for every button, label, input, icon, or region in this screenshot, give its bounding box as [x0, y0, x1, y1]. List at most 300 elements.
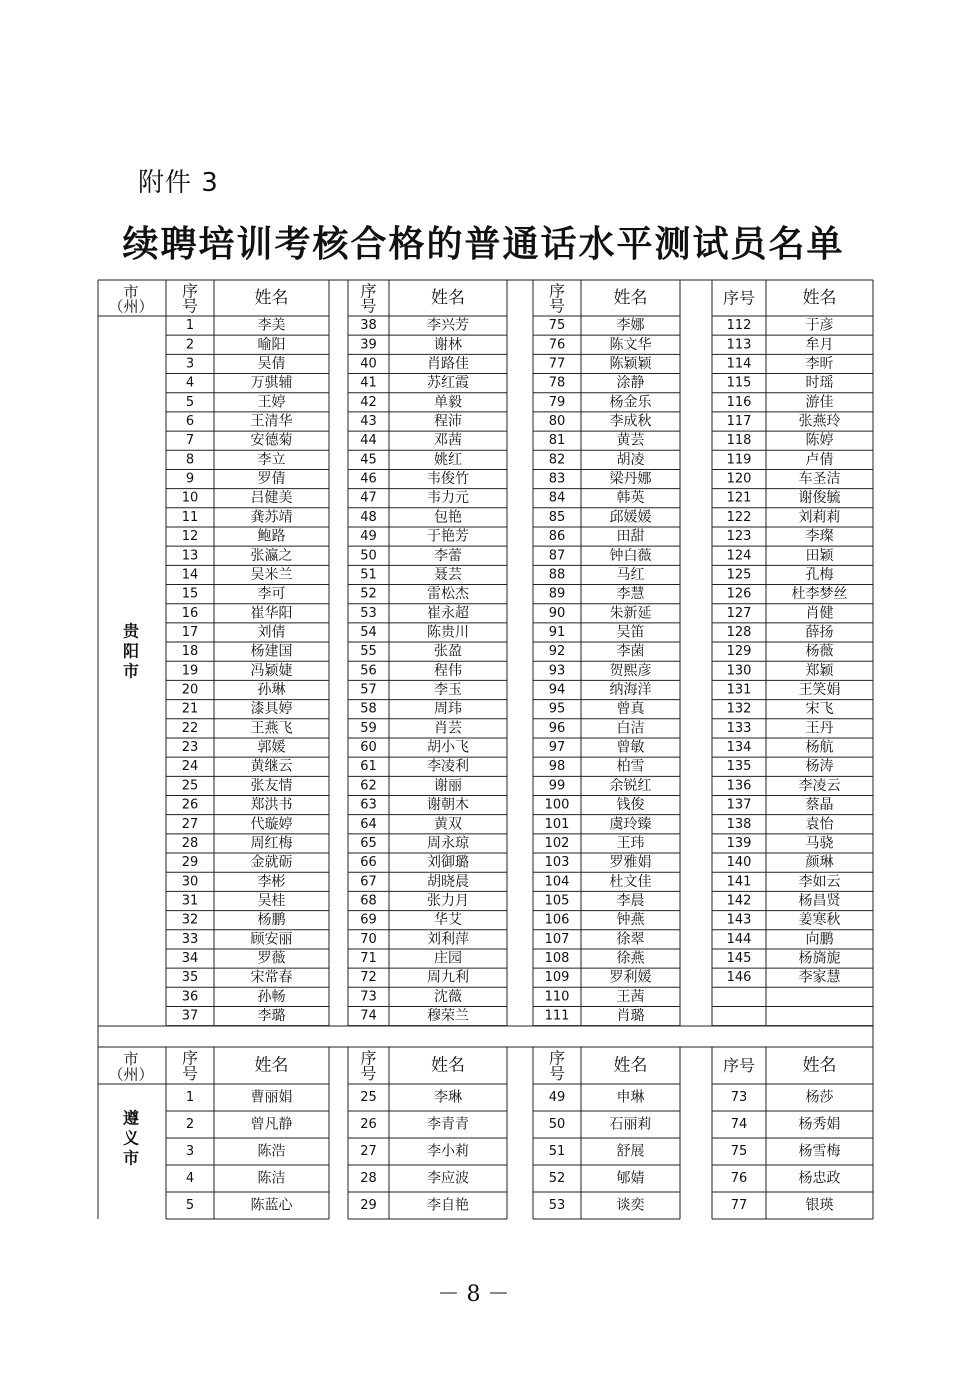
name-cell: 程伟 — [434, 662, 462, 679]
name-cell: 陈洁 — [257, 1170, 286, 1187]
seq-cell: 47 — [360, 490, 377, 506]
name-cell: 代璇婷 — [250, 816, 293, 833]
name-cell: 李彬 — [257, 873, 286, 890]
seq-cell: 29 — [360, 1198, 377, 1213]
name-cell: 王清华 — [250, 413, 293, 430]
seq-cell: 131 — [726, 682, 752, 698]
name-cell: 王婷 — [257, 394, 286, 411]
name-cell: 李应波 — [427, 1170, 469, 1187]
name-cell: 胡小飞 — [427, 739, 469, 756]
name-cell: 周永琼 — [427, 835, 469, 852]
seq-cell: 10 — [181, 490, 199, 506]
seq-cell: 102 — [544, 835, 570, 851]
name-cell: 郑颖 — [805, 662, 834, 679]
city-header-label: 市 — [123, 1050, 139, 1069]
name-cell: 杨秀娟 — [798, 1116, 841, 1133]
seq-cell: 86 — [548, 529, 566, 545]
seq-cell: 15 — [181, 586, 199, 602]
seq-cell: 22 — [181, 720, 199, 736]
name-cell: 郇婧 — [616, 1170, 645, 1187]
name-cell: 苏红霞 — [427, 375, 469, 392]
seq-header-label: 序 — [360, 281, 377, 301]
seq-cell: 136 — [726, 778, 752, 794]
name-cell: 谢林 — [434, 336, 462, 353]
name-cell: 田甜 — [616, 528, 645, 545]
seq-cell: 146 — [726, 970, 752, 986]
name-cell: 陈浩 — [257, 1143, 286, 1160]
city-header-label: （州） — [108, 1065, 154, 1084]
name-cell: 卢倩 — [805, 451, 834, 468]
seq-cell: 137 — [726, 797, 752, 813]
seq-cell: 91 — [548, 624, 566, 640]
name-cell: 舒展 — [616, 1143, 645, 1160]
name-cell: 黄双 — [434, 816, 462, 833]
city-name: 义 — [122, 1128, 140, 1148]
name-cell: 周九利 — [427, 969, 469, 986]
seq-cell: 64 — [360, 816, 377, 832]
name-cell: 钟白薇 — [609, 547, 652, 564]
seq-cell: 32 — [181, 912, 199, 928]
seq-cell: 34 — [181, 951, 199, 967]
seq-cell: 2 — [185, 337, 195, 353]
seq-cell: 38 — [360, 318, 377, 334]
seq-cell: 98 — [548, 759, 566, 775]
name-cell: 向鹏 — [805, 931, 834, 948]
seq-cell: 143 — [726, 912, 752, 928]
name-cell: 杜文佳 — [609, 873, 652, 890]
seq-cell: 93 — [548, 663, 566, 679]
seq-cell: 76 — [548, 337, 566, 353]
seq-cell: 141 — [726, 874, 752, 890]
name-cell: 曹丽娟 — [250, 1089, 293, 1106]
seq-cell: 123 — [726, 529, 752, 545]
name-cell: 朱新延 — [609, 605, 652, 622]
name-cell: 罗雅娟 — [609, 854, 652, 871]
seq-cell: 104 — [544, 874, 570, 890]
name-cell: 王丹 — [805, 720, 834, 737]
seq-cell: 99 — [548, 778, 566, 794]
name-cell: 胡凌 — [616, 451, 645, 468]
seq-cell: 62 — [360, 778, 377, 794]
name-cell: 吕健美 — [250, 490, 293, 507]
name-cell: 李凌云 — [798, 777, 841, 794]
seq-cell: 24 — [181, 759, 199, 775]
name-cell: 李立 — [257, 451, 286, 468]
seq-cell: 61 — [360, 759, 377, 775]
seq-cell: 23 — [181, 740, 199, 756]
seq-cell: 52 — [360, 586, 377, 602]
city-header-label: （州） — [108, 297, 154, 316]
document-title: 续聘培训考核合格的普通话水平测试员名单 — [122, 223, 845, 265]
name-cell: 刘御璐 — [427, 854, 469, 871]
name-cell: 李成秋 — [609, 413, 652, 430]
attachment-label: 附件 3 — [138, 168, 219, 198]
name-cell: 蔡晶 — [805, 797, 834, 814]
name-cell: 漆具婷 — [250, 701, 293, 718]
seq-cell: 65 — [360, 835, 377, 851]
name-cell: 王笑娟 — [798, 682, 841, 699]
seq-cell: 3 — [185, 1144, 195, 1159]
seq-cell: 39 — [360, 337, 377, 353]
name-cell: 余锐红 — [609, 777, 652, 794]
seq-cell: 56 — [360, 663, 377, 679]
seq-cell: 50 — [360, 548, 377, 564]
seq-cell: 1 — [185, 1090, 195, 1105]
name-cell: 杨雪梅 — [798, 1143, 841, 1160]
seq-header-label: 序 — [181, 281, 199, 301]
seq-cell: 105 — [544, 893, 570, 909]
seq-cell: 55 — [360, 644, 377, 660]
seq-cell: 9 — [185, 471, 195, 487]
seq-cell: 48 — [360, 509, 377, 525]
name-cell: 李晨 — [616, 892, 645, 909]
seq-cell: 83 — [548, 471, 566, 487]
name-cell: 石丽莉 — [609, 1116, 652, 1133]
name-cell: 李美 — [257, 317, 286, 334]
seq-cell: 52 — [548, 1171, 566, 1186]
name-cell: 华艾 — [434, 912, 462, 929]
name-cell: 罗利媛 — [609, 969, 652, 986]
seq-cell: 110 — [544, 989, 570, 1005]
seq-cell: 74 — [730, 1117, 748, 1132]
name-cell: 宋常春 — [250, 969, 293, 986]
seq-cell: 53 — [360, 605, 377, 621]
seq-cell: 80 — [548, 413, 566, 429]
seq-header-label: 号 — [548, 1064, 566, 1084]
name-cell: 刘倩 — [257, 624, 286, 641]
seq-cell: 142 — [726, 893, 752, 909]
name-cell: 韦力元 — [427, 490, 469, 507]
seq-cell: 49 — [360, 529, 377, 545]
seq-cell: 26 — [360, 1117, 377, 1132]
name-cell: 谈奕 — [616, 1197, 645, 1214]
name-cell: 单毅 — [434, 394, 462, 411]
name-header-label: 姓名 — [431, 288, 465, 308]
seq-cell: 124 — [726, 548, 752, 564]
name-cell: 白洁 — [616, 720, 645, 737]
name-cell: 曾真 — [616, 701, 645, 718]
name-cell: 孔梅 — [805, 566, 834, 583]
seq-cell: 3 — [185, 356, 195, 372]
name-header-label: 姓名 — [613, 288, 648, 308]
name-cell: 谢丽 — [434, 777, 462, 794]
name-cell: 肖健 — [805, 605, 834, 622]
seq-cell: 81 — [548, 433, 566, 449]
seq-cell: 33 — [181, 931, 199, 947]
seq-cell: 21 — [181, 701, 199, 717]
seq-cell: 50 — [548, 1117, 566, 1132]
seq-cell: 20 — [181, 682, 199, 698]
seq-header-label: 号 — [548, 296, 566, 316]
seq-header-label: 序 — [360, 1048, 377, 1068]
name-cell: 李自艳 — [427, 1197, 469, 1214]
seq-cell: 16 — [181, 605, 199, 621]
seq-cell: 79 — [548, 394, 566, 410]
seq-cell: 69 — [360, 912, 377, 928]
name-cell: 时瑶 — [805, 375, 834, 392]
name-cell: 李昕 — [805, 355, 834, 372]
name-cell: 田颖 — [805, 547, 834, 564]
seq-cell: 37 — [181, 1008, 199, 1024]
seq-cell: 109 — [544, 970, 570, 986]
name-cell: 龚苏靖 — [250, 509, 293, 526]
seq-cell: 45 — [360, 452, 377, 468]
name-cell: 张燕玲 — [798, 413, 841, 430]
seq-cell: 1 — [185, 318, 195, 334]
seq-cell: 63 — [360, 797, 377, 813]
seq-cell: 144 — [726, 931, 752, 947]
name-cell: 徐燕 — [616, 950, 645, 967]
name-cell: 李如云 — [798, 873, 841, 890]
seq-cell: 122 — [726, 509, 752, 525]
seq-cell: 113 — [726, 337, 752, 353]
name-cell: 纳海洋 — [609, 682, 652, 699]
seq-cell: 49 — [548, 1090, 566, 1105]
name-cell: 姚红 — [434, 451, 462, 468]
seq-cell: 139 — [726, 835, 752, 851]
city-name: 阳 — [122, 641, 140, 661]
name-cell: 杨金乐 — [609, 394, 652, 411]
name-cell: 钱俊 — [616, 797, 645, 814]
name-cell: 虞玲臻 — [609, 816, 652, 833]
name-cell: 雷松杰 — [427, 586, 469, 603]
name-header-label: 姓名 — [613, 1055, 648, 1076]
name-cell: 刘利萍 — [427, 931, 469, 948]
seq-cell: 133 — [726, 720, 752, 736]
seq-cell: 28 — [181, 835, 199, 851]
seq-cell: 72 — [360, 970, 377, 986]
name-cell: 庄园 — [434, 950, 462, 967]
name-cell: 杨鹏 — [257, 912, 286, 929]
name-cell: 车圣洁 — [798, 471, 841, 488]
seq-cell: 35 — [181, 970, 199, 986]
seq-cell: 74 — [360, 1008, 377, 1024]
name-cell: 吴倩 — [257, 355, 286, 372]
name-cell: 吴笛 — [616, 624, 645, 641]
name-cell: 马红 — [616, 566, 645, 583]
seq-cell: 138 — [726, 816, 752, 832]
seq-cell: 67 — [360, 874, 377, 890]
seq-header-label: 号 — [360, 296, 377, 316]
name-cell: 姜寒秋 — [798, 912, 841, 929]
name-cell: 张盈 — [434, 643, 462, 660]
seq-cell: 87 — [548, 548, 566, 564]
seq-cell: 44 — [360, 433, 377, 449]
name-cell: 涂静 — [616, 375, 645, 392]
name-cell: 李玉 — [434, 682, 462, 699]
name-cell: 银瑛 — [805, 1197, 834, 1214]
seq-cell: 88 — [548, 567, 566, 583]
seq-cell: 29 — [181, 855, 199, 871]
city-name: 市 — [122, 661, 140, 681]
seq-cell: 112 — [726, 318, 752, 334]
seq-cell: 27 — [181, 816, 199, 832]
seq-header-label: 序 — [548, 1048, 566, 1068]
name-cell: 申琳 — [616, 1089, 645, 1106]
name-cell: 周红梅 — [250, 835, 293, 852]
seq-cell: 54 — [360, 624, 377, 640]
name-cell: 罗倩 — [257, 471, 286, 488]
name-cell: 金就砺 — [250, 854, 293, 871]
name-cell: 杨薇 — [805, 643, 834, 660]
name-cell: 李琳 — [434, 1089, 462, 1106]
seq-cell: 7 — [185, 433, 195, 449]
name-cell: 郭媛 — [257, 739, 286, 756]
name-cell: 李可 — [257, 586, 286, 603]
seq-cell: 129 — [726, 644, 752, 660]
name-cell: 李娜 — [616, 317, 645, 334]
seq-cell: 18 — [181, 644, 199, 660]
name-cell: 吴米兰 — [250, 566, 293, 583]
seq-cell: 4 — [185, 1171, 195, 1186]
seq-cell: 14 — [181, 567, 199, 583]
name-cell: 罗薇 — [257, 950, 286, 967]
name-cell: 李家慧 — [798, 969, 841, 986]
name-cell: 马骁 — [805, 835, 834, 852]
seq-cell: 106 — [544, 912, 570, 928]
name-cell: 李兴芳 — [427, 317, 469, 334]
seq-cell: 73 — [730, 1090, 748, 1105]
seq-cell: 145 — [726, 951, 752, 967]
name-cell: 陈婷 — [805, 432, 834, 449]
seq-cell: 27 — [360, 1144, 377, 1159]
seq-cell: 60 — [360, 740, 377, 756]
seq-cell: 25 — [181, 778, 199, 794]
seq-cell: 57 — [360, 682, 377, 698]
seq-cell: 85 — [548, 509, 566, 525]
name-cell: 袁怡 — [805, 816, 834, 833]
seq-cell: 66 — [360, 855, 377, 871]
name-cell: 黄继云 — [250, 758, 293, 775]
seq-cell: 53 — [548, 1198, 566, 1213]
city-name: 遵 — [122, 1108, 140, 1128]
name-cell: 肖芸 — [434, 720, 462, 737]
seq-cell: 25 — [360, 1090, 377, 1105]
seq-cell: 40 — [360, 356, 377, 372]
name-cell: 崔华阳 — [250, 605, 293, 622]
name-header-label: 姓名 — [431, 1055, 465, 1076]
name-cell: 孙畅 — [257, 988, 286, 1005]
city-name: 贵 — [122, 621, 140, 641]
seq-cell: 11 — [181, 509, 199, 525]
name-cell: 吴桂 — [257, 892, 286, 909]
name-cell: 李菌 — [616, 643, 645, 660]
name-cell: 张力月 — [427, 892, 469, 909]
seq-cell: 77 — [548, 356, 566, 372]
name-cell: 穆荣兰 — [427, 1008, 469, 1025]
seq-cell: 125 — [726, 567, 752, 583]
seq-cell: 92 — [548, 644, 566, 660]
name-cell: 安德菊 — [250, 432, 293, 449]
name-cell: 李蕾 — [434, 547, 462, 564]
page-number: － 8 － — [437, 1282, 510, 1307]
seq-cell: 51 — [548, 1144, 566, 1159]
name-cell: 陈颖颖 — [609, 355, 652, 372]
name-cell: 薛扬 — [805, 624, 834, 641]
name-header-label: 姓名 — [254, 1055, 289, 1076]
name-cell: 韦俊竹 — [427, 471, 469, 488]
seq-cell: 127 — [726, 605, 752, 621]
name-cell: 于艳芳 — [427, 528, 469, 545]
seq-cell: 46 — [360, 471, 377, 487]
name-cell: 李小莉 — [427, 1143, 469, 1160]
name-cell: 郑洪书 — [250, 797, 293, 814]
seq-cell: 31 — [181, 893, 199, 909]
seq-cell: 73 — [360, 989, 377, 1005]
name-cell: 曾凡静 — [250, 1116, 293, 1133]
seq-cell: 71 — [360, 951, 377, 967]
seq-header-label: 号 — [181, 296, 199, 316]
seq-cell: 12 — [181, 529, 199, 545]
seq-cell: 108 — [544, 951, 570, 967]
name-cell: 顾安丽 — [250, 931, 293, 948]
seq-cell: 13 — [181, 548, 199, 564]
name-cell: 陈文华 — [609, 336, 652, 353]
name-cell: 喻阳 — [257, 336, 286, 353]
name-cell: 陈贵川 — [427, 624, 469, 641]
name-cell: 陈蓝心 — [250, 1197, 293, 1214]
name-cell: 谢俊毓 — [798, 490, 841, 507]
seq-cell: 75 — [548, 318, 566, 334]
seq-cell: 116 — [726, 394, 752, 410]
name-cell: 李璐 — [257, 1008, 286, 1025]
name-cell: 鲍路 — [257, 528, 286, 545]
seq-header-label: 序 — [181, 1048, 199, 1068]
name-cell: 李慧 — [616, 586, 645, 603]
seq-cell: 90 — [548, 605, 566, 621]
seq-cell: 4 — [185, 375, 195, 391]
seq-cell: 100 — [544, 797, 570, 813]
seq-header-label: 序号 — [722, 1056, 756, 1075]
name-cell: 杨昌贤 — [798, 892, 841, 909]
name-header-label: 姓名 — [802, 288, 837, 308]
name-cell: 刘莉莉 — [798, 509, 841, 526]
name-cell: 贺熙彦 — [609, 662, 652, 679]
seq-cell: 28 — [360, 1171, 377, 1186]
name-cell: 杨航 — [805, 739, 834, 756]
seq-cell: 132 — [726, 701, 752, 717]
name-header-label: 姓名 — [802, 1055, 837, 1076]
name-cell: 梁丹娜 — [609, 471, 652, 488]
seq-cell: 41 — [360, 375, 377, 391]
seq-header-label: 序号 — [722, 288, 756, 308]
name-cell: 牟月 — [805, 336, 834, 353]
seq-cell: 26 — [181, 797, 199, 813]
name-cell: 邓茜 — [434, 432, 462, 449]
name-cell: 柏雪 — [616, 758, 645, 775]
seq-cell: 76 — [730, 1171, 748, 1186]
seq-cell: 17 — [181, 624, 199, 640]
name-cell: 宋飞 — [805, 701, 834, 718]
name-cell: 李凌利 — [427, 758, 469, 775]
seq-cell: 78 — [548, 375, 566, 391]
seq-cell: 5 — [185, 1198, 195, 1213]
name-cell: 徐翠 — [616, 931, 645, 948]
name-cell: 杨涛 — [805, 758, 834, 775]
name-cell: 颜琳 — [805, 854, 834, 871]
seq-cell: 126 — [726, 586, 752, 602]
name-cell: 李璨 — [805, 528, 834, 545]
name-cell: 李青青 — [427, 1116, 469, 1133]
name-cell: 孙琳 — [257, 682, 286, 699]
name-cell: 张友情 — [250, 777, 293, 794]
seq-cell: 96 — [548, 720, 566, 736]
name-cell: 沈薇 — [434, 988, 462, 1005]
name-cell: 王玮 — [616, 835, 645, 852]
name-cell: 游佳 — [805, 394, 834, 411]
name-cell: 程沛 — [434, 413, 462, 430]
name-cell: 周玮 — [434, 701, 462, 718]
